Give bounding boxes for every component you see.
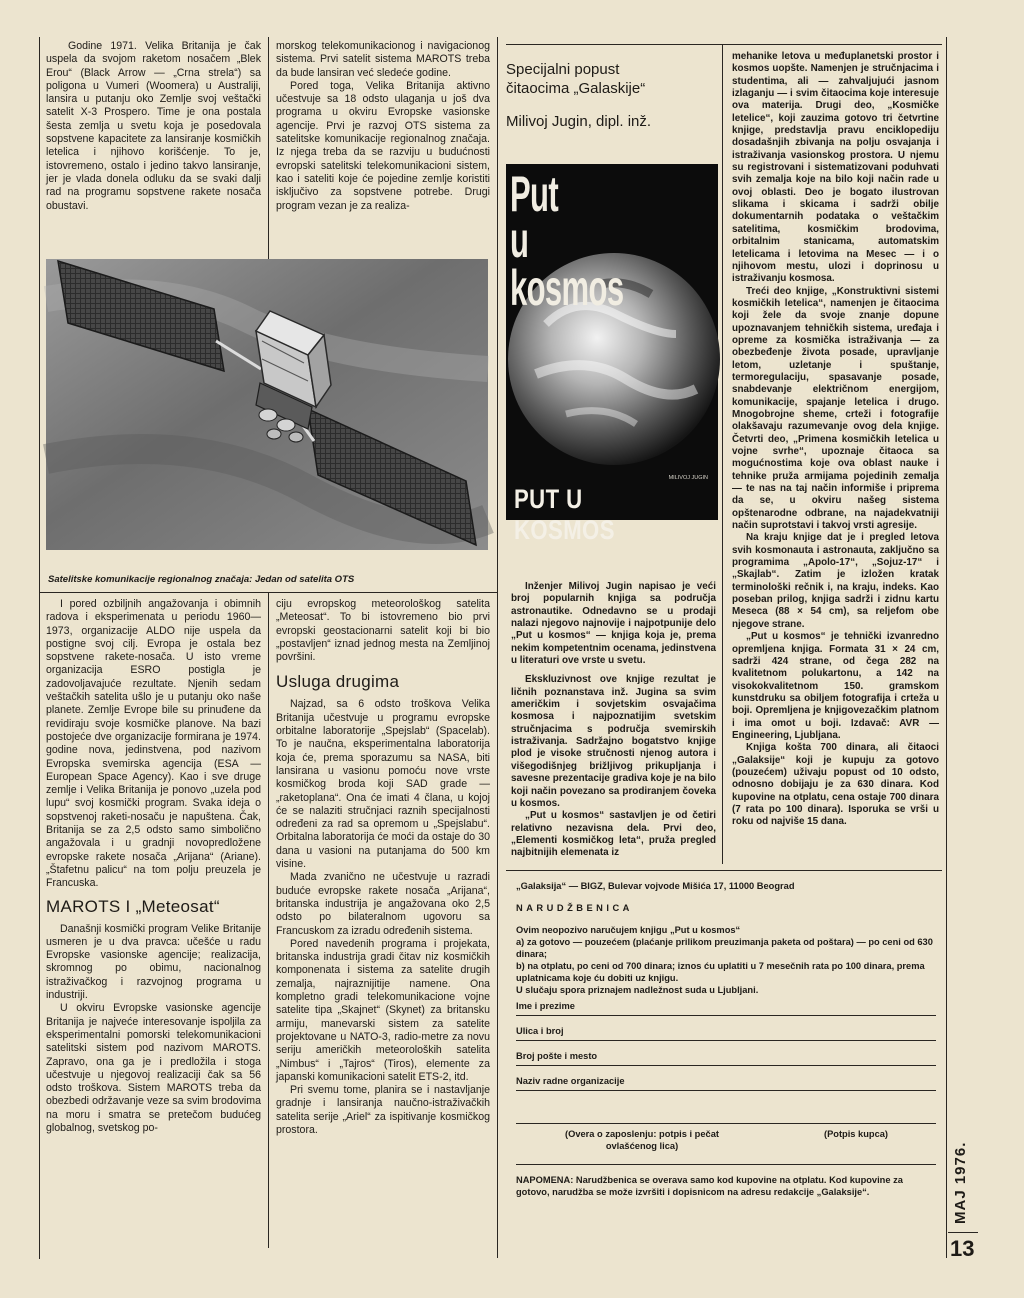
column-rule-2 <box>268 37 269 259</box>
cover-author: MILIVOJ JUGIN <box>668 475 708 481</box>
order-dispute: U slučaju spora priznajem nadležnost suda u Ljubljani. <box>516 985 759 995</box>
signature-employer: (Overa o zaposlenju: potpis i pečat ovlašćenog lica) <box>565 1129 719 1151</box>
cover-title-line2: u kosmos <box>510 212 624 316</box>
caption-rule <box>40 592 497 593</box>
column-rule-4 <box>497 37 498 1258</box>
book-paragraph: Treći deo knjige, „Konstruktivni sistemi kosmičkih letelica“, namenjen je čitaocima koji žele da svoje znanje dopune upoznavanjem tehničkih sistema, uređaja i opreme za kosmička istraživanja — za obezbeđenje života posade, upravljanje letom, uzletanje i spuštanje, termoregulaciju, spasavanje posade, snabdevanje električnom energijom, komunikacije, spajanje letelica i drugo. Mnogobrojne sheme, crteži i fotografije olakšavaju razumevanje ovog dela knjige. Četvrti deo, „Primena kosmičkih letelica u vojne svrhe“, upoznaje čitaoca sa mogućnostima koje ova oblast nauke i tehnike pruža armijama pojedinih zemalja — te nas na taj način informiše i priprema da se, u okviru našeg sistema opštenarodne odbrane, na najadekvatniji način suprotstavi i takvoj vrsti agresije. <box>732 285 939 532</box>
book-paragraph: mehanike letova u međuplanetski prostor i kosmos uopšte. Namenjen je stručnjacima i studentima, ali — zahvaljujući jasnom izlaganju — i svim čitaocima koje interesuje ova materija. Drugi deo, „Kosmičke letelice“, koji zauzima gotovo tri četvrtine knjige, predstavlja pravu enciklopediju dosadašnjih zbivanja na polju osvajanja i istraživanja vasionskog prostora. U njemu su registrovani i sistematizovani poduhvati svih zemalja koje na bilo koji način rade u ovoj oblasti. Deo je bogato ilustrovan slikama i skicama i sadrži obilje dokumentarnih podataka o veštačkim satelitima, kosmičkim brodovima, orbitalnim stanicama, automatskim letelicama i letovima na Mesec — i o njihovom mestu, ulozi i doprinosu u istraživanju kosmosa. <box>732 51 939 285</box>
field-org-label: Naziv radne organizacije <box>516 1076 629 1086</box>
column-rule-1 <box>39 37 40 1259</box>
field-blank-row[interactable] <box>516 1110 936 1124</box>
book-description-column-2 <box>732 51 939 829</box>
promo-line-author: Milivoj Jugin, dipl. inž. <box>506 113 652 130</box>
order-form-rule <box>506 870 942 871</box>
book-description-column <box>511 581 716 860</box>
article-paragraph: morskog telekomunikacionog i navigacionog sistema. Prvi satelit sistema MAROTS treba da bude lansiran već sledeće godine. <box>276 40 490 79</box>
column-rule-5 <box>722 44 723 864</box>
order-intro: Ovim neopozivo naručujem knjigu „Put u kosmos“ <box>516 925 741 935</box>
article-paragraph: Pri svemu tome, planira se i nastavljanje gradnje i lansiranja naučno-istraživačkih satelita serije „Ariel“ za ispitivanje kosmičkog prostora. <box>276 1084 490 1136</box>
field-name-line <box>516 1015 936 1016</box>
book-promo-header <box>506 52 720 131</box>
field-org-row[interactable] <box>516 1075 936 1091</box>
field-name-label: Ime i prezime <box>516 1001 579 1011</box>
issue-date-text: MAJ 1976. <box>952 1141 969 1224</box>
book-cover <box>506 164 718 545</box>
issue-date <box>952 1120 976 1230</box>
article-paragraph: Mada zvanično ne učestvuje u razradi buduće evropske rakete nosača „Arijana“, britanska industrija je angažovana oko 2,5 odsto po bilateralnom ugovoru sa Francuskom za izradu određenih sistema. <box>276 871 490 937</box>
field-street-label: Ulica i broj <box>516 1026 568 1036</box>
field-post-row[interactable] <box>516 1050 936 1066</box>
signature-buyer: (Potpis kupca) <box>823 1129 889 1139</box>
book-paragraph: „Put u kosmos“ sastavljen je od četiri relativno nezavisna dela. Prvi deo, „Elementi kosmičkog leta“, pruža pregled najbitnijih elemenata iz <box>511 810 716 859</box>
article-paragraph: Današnji kosmički program Velike Britanije usmeren je u dva pravca: učešće u radu Evropske vasionske agencije; realizacija, skromnog po obimu, nacionalnog istraživačkog i razvojnog programa u industriji. <box>46 922 261 1002</box>
satellite-photo <box>46 259 488 550</box>
satellite-illustration <box>46 259 488 550</box>
cover-bottom-title: PUT U KOSMOS <box>514 484 615 545</box>
order-note: NAPOMENA: Narudžbenica se overava samo kod kupovine na otplatu. Kod kupovine za gotovo, narudžba se može izvršiti i dopisnicom na adresu redakcije „Galaksije“. <box>516 1175 903 1197</box>
section-heading-usluga: Usluga drugima <box>276 672 400 692</box>
article-paragraph: Najzad, sa 6 odsto troškova Velika Britanija učestvuje u programu evropske orbitalne laboratorije „Spejslab“ (Spacelab). To je naučna, eksperimentalna laboratorija koja će, prema sporazumu sa NASA, biti lansirana u vasionu pomoću nove vrste kosmičkog broda koji SAD grade — „raketoplana“. Ona će imati 4 člana, u kojoj će se nalaziti stručnjaci raznih specijalnosti određeni za rad sa opremom u „Spejslabu“. Orbitalna laboratorija će moći da ostaje do 30 dana u vasioni na putanjama do 500 km visine. <box>276 698 490 871</box>
article-column-2-bottom <box>276 598 490 1137</box>
page-number-rule <box>948 1232 978 1233</box>
section-heading-marots: MAROTS I „Meteosat“ <box>46 896 220 916</box>
field-post-line <box>516 1065 936 1066</box>
book-paragraph: Na kraju knjige dat je i pregled letova svih kosmonauta i astronauta, zaključno sa programima „Apolo-17“, „Sojuz-17“ i „Skajlab“. Zatim je izložen kratak terminološki rečnik i, na kraju, indeks. Kao poseban prilog, knjiga sadrži i zidnu kartu Meseca (88 × 54 cm), sa reljefom obe njegove strane. <box>732 532 939 630</box>
book-paragraph: Inženjer Milivoj Jugin napisao je veći broj popularnih knjiga sa područja astronautike. Odnedavno se u prodaji nalazi njegovo najnovije i najpotpunije delo „Put u kosmos“ — knjiga koja je, prema nekim kompetentnim ocenama, jedinstvena u literaturi ove vrste u svetu. <box>511 581 716 667</box>
field-blank-line <box>516 1123 936 1124</box>
field-name-row[interactable] <box>516 1000 936 1016</box>
order-title: NARUDŽBENICA <box>516 903 633 913</box>
field-street-row[interactable] <box>516 1025 936 1041</box>
note-rule <box>516 1164 936 1165</box>
promo-line-readers: čitaocima „Galaskije“ <box>506 80 646 97</box>
order-publisher: „Galaksija“ — BIGZ, Bulevar vojvode Mišića 17, 11000 Beograd <box>516 881 795 891</box>
field-street-line <box>516 1040 936 1041</box>
article-column-2-top <box>276 40 490 213</box>
book-paragraph: Ekskluzivnost ove knjige rezultat je ličnih poznanstava inž. Jugina sa svim američkim i sovjetskim osvajačima kosmosa i najpoznatijim svetskim stručnjacima s područja svemirskih istraživanja. Sadržajno bogatstvo knjige plod je visoke stručnosti njenog autora i višegodišnjeg brižljivog prikupljanja i savesne prezentacije gradiva koje je na bilo koji način povezano sa prodiranjem čoveka u kosmos. <box>511 674 716 809</box>
article-paragraph: Pored navedenih programa i projekata, britanska industrija gradi čitav niz kosmičkih komponenata i sistema za satelite drugih zemalja, najraznijitije namene. Ona kompletno gradi telekomunikacione vojne satelite tipa „Skajnet“ (Skynet) za britansku armiju, manevarski sistem za satelite projektovane u NATO-3, radio-metre za novu seriju američkih meteoroloških satelita „Nimbus“ i „Tajros“ (Tiros), elemente za japanski komunikacioni satelit ETS-2, itd. <box>276 937 490 1083</box>
promo-line-discount: Specijalni popust <box>506 61 620 78</box>
order-option-b: b) na otplatu, po ceni od 700 dinara; iznos ću uplatiti u 7 mesečnih rata po 100 dinara, prema uplatnicama koje ću dobiti uz knjigu. <box>516 961 925 983</box>
page-number: 13 <box>950 1236 975 1261</box>
article-column-1-top <box>46 40 261 213</box>
field-org-line <box>516 1090 936 1091</box>
order-form <box>506 872 942 1232</box>
cover-title-line1: Put <box>510 166 559 222</box>
book-paragraph: „Put u kosmos“ je tehnički izvanredno opremljena knjiga. Formata 31 × 24 cm, sadrži 424 strane, od čega 282 na kvalitetnom polukartonu, a 142 na visokokvalitetnom 150. gramskom kunstdruku sa obiljem fotografija i crteža u boji. Opremljena je knjigovezačkim platnom i ima omot u boji. Izdavač: AVR — Engineering, Ljubljana. <box>732 631 939 741</box>
article-paragraph: U okviru Evropske vasionske agencije Britanija je najveće interesovanje ispoljila za eksperimentalni pomorski telekomunikacioni satelitski sistem pod nazivom MAROTS. Zapravo, ona ga je i predložila i stoga učestvuje u njegovoj realizaciji čak sa 56 odsto troškova. Sistem MAROTS treba da obezbedi održavanje veze sa svim brodovima na moru i smatra se pretečom budućeg globalnog, svetskog po- <box>46 1002 261 1134</box>
article-paragraph: Godine 1971. Velika Britanija je čak uspela da svojom raketom nosačem „Blek Erou“ (Black Arrow — „Crna strela“) sa poligona u Vumeri (Woomera) u Australiji, lansira u putanju oko Zemlje svoj veštački satelit X-3 Prospero. Time je ona postala šesta zemlja u svetu koja je posedovala sopstvene kapacitete za lansiranje kosmičkih letelica i njihovo korišćenje. To je, istovremeno, ostalo i jedino takvo lansiranje, jer je vlada donela odluku da se svaki dalji rad na programu sopstvene rakete nosača obustavi. <box>46 40 261 212</box>
column-rule-3 <box>268 593 269 1248</box>
article-paragraph: Pored toga, Velika Britanija aktivno učestvuje sa 18 odsto ulaganja u još dva programa u okviru Evropske vasionske agencije. Prvi je razvoj OTS sistema za satelitske komunikacije regionalnog značaja. Iz njega treba da se razviju u budućnosti evropski satelitski telekomunikacioni sistem, kao i sateliti koje će pojedine zemlje koristiti isključivo za sopstvene potrebe. Drugi program vezan je za realiza- <box>276 79 490 212</box>
column-rule-6 <box>946 37 947 1258</box>
photo-caption: Satelitske komunikacije regionalnog značaja: Jedan od satelita OTS <box>48 574 355 585</box>
book-paragraph: Knjiga košta 700 dinara, ali čitaoci „Galaksije“ koji je kupuju za gotovo (pouzećem) uživaju popust od 10 odsto, odnosno dobijaju je za 630 dinara. Kod kupovine na otplatu, cena ostaje 700 dinara (7 rata po 100 dinara). Isporuka se vrši u roku od najviše 15 dana. <box>732 742 939 828</box>
field-post-label: Broj pošte i mesto <box>516 1051 601 1061</box>
article-column-1-bottom <box>46 598 261 1135</box>
order-option-a: a) za gotovo — pouzećem (plaćanje prilikom preuzimanja paketa od poštara) — po ceni od 630 dinara; <box>516 937 933 959</box>
top-rule <box>506 44 942 45</box>
article-paragraph: ciju evropskog meteorološkog satelita „Meteosat“. To bi istovremeno bio prvi evropski geostacionarni satelit koji bi bio „postavljen“ iznad jednog mesta na Zemljinoj površini. <box>276 598 490 664</box>
article-paragraph: I pored ozbiljnih angažovanja i obimnih radova i eksperimenata u periodu 1960—1973, organizacije ALDO nije uspela da postigne svoj cilj. Evropa je ostala bez sopstvene raketе-nosača. U isto vreme organizacija ESRO postigla je zadovoljavajuće rezultate. Njenih sedam veštačkih satelita ušlo je u putanju oko naše planete. Zemlje Evrope bile su prinuđene da revidiraju svoje kosmičke planove. Na bazi postojeće dve organizacije formirana je 1974. godine nova, jedinstvena, pod nazivom Evropska svemirska agencija (ESA — European Space Agency). Kao i sve druge zemlje i Velika Britanija je ponovo „uzela pod lupu“ svoj kosmički program. Svaka ideja o sopstvenoj raketi-nosaču je napuštena. Čak, Britanija se za 2,5 odsto samo simbolično angažovala i u gradnji novopredložene evropske rakete nosača „Arijana“ (Ariane). „Štafetnu palicu“ na tom polju preuzela je Francuska. <box>46 598 261 890</box>
